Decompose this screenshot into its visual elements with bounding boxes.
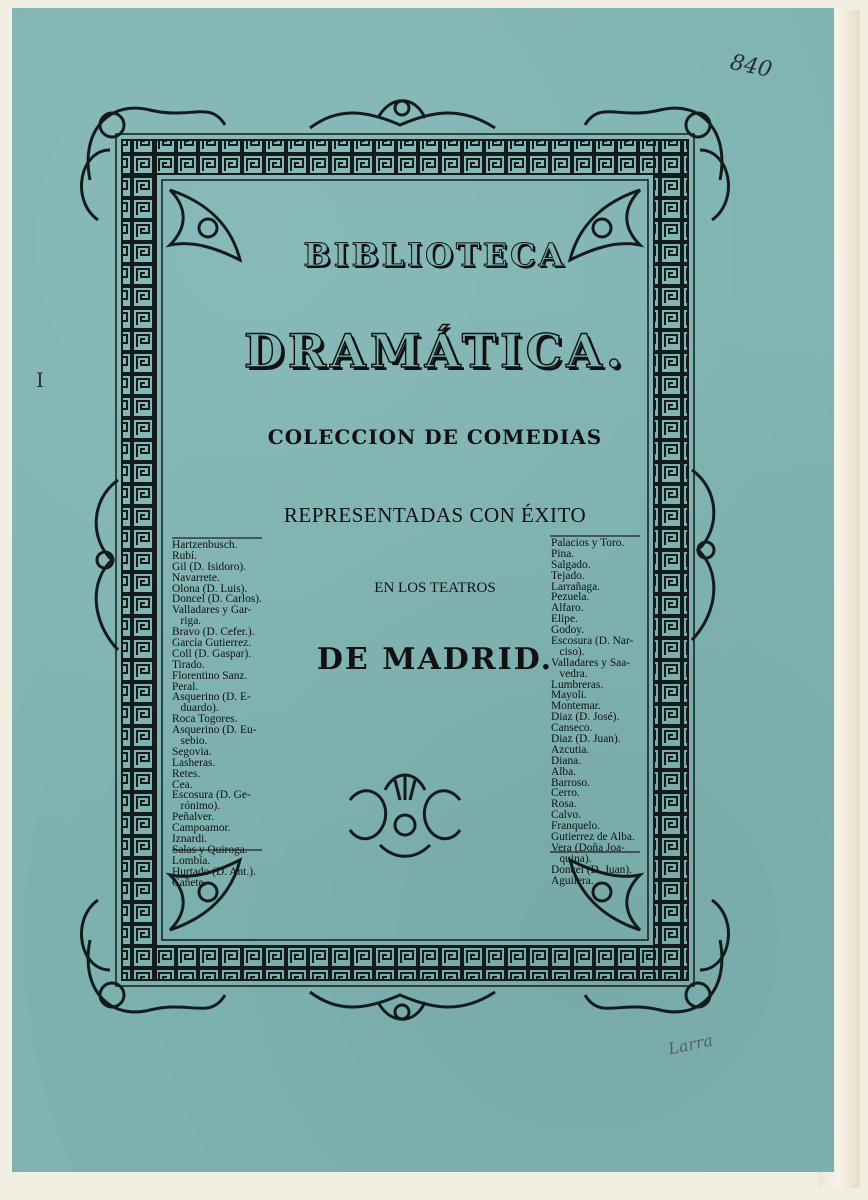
author-name: Doncel (D. Juan).: [551, 863, 632, 876]
author-name: Asquerino (D. E-: [172, 691, 251, 704]
author-name: Montemar.: [551, 700, 601, 713]
author-name: rónimo).: [172, 800, 221, 813]
author-name: Rubí.: [172, 549, 198, 562]
author-name: Larrañaga.: [551, 580, 601, 593]
author-name: Diana.: [551, 754, 582, 767]
author-name: Lumbreras.: [551, 678, 604, 691]
author-name: Salgado.: [551, 558, 591, 571]
line-madrid: DE MADRID.: [316, 642, 554, 677]
author-name: Bravo (D. Cefer.).: [172, 626, 255, 639]
author-name: Diaz (D. Juan).: [551, 733, 621, 746]
author-name: Diaz (D. José).: [551, 711, 620, 724]
scroll-ornament-icon: [310, 992, 495, 1019]
author-name: Salas y Quiroga.: [172, 843, 248, 856]
scroll-ornament-icon: [310, 101, 495, 128]
author-name: Pezuela.: [551, 591, 590, 604]
author-name: Tejado.: [551, 569, 585, 582]
handwritten-note: Larra: [666, 1030, 715, 1059]
author-name: Aguilera.: [551, 874, 594, 887]
author-name: Peñalver.: [172, 811, 215, 824]
author-name: Tirado.: [172, 658, 205, 671]
author-name: Barroso.: [551, 776, 590, 789]
author-name: Mayoli.: [551, 689, 587, 702]
author-name: vedra.: [551, 667, 588, 680]
author-name: Cerro.: [551, 787, 580, 800]
author-list-left: [172, 540, 262, 889]
author-name: Hurtado (D. Ant.).: [172, 865, 256, 878]
author-name: sebio.: [172, 735, 208, 748]
author-name: Rosa.: [551, 798, 577, 811]
author-name: Cea.: [172, 778, 193, 791]
author-name: Alfaro.: [551, 602, 584, 615]
author-name: Cañete.: [172, 876, 207, 889]
title-dramatica: DRAMÁTICA.: [244, 324, 626, 378]
author-name: Florentino Sanz.: [172, 669, 248, 682]
author-name: Canseco.: [551, 722, 593, 735]
author-name: riga.: [172, 615, 202, 628]
author-name: quina).: [551, 852, 592, 865]
subtitle-coleccion: COLECCION DE COMEDIAS: [267, 425, 603, 449]
author-name: Franquelo.: [551, 820, 601, 833]
author-name: Hartzenbusch.: [172, 539, 238, 551]
author-name: Vera (Doña Joa-: [551, 841, 626, 854]
author-name: Gutierrez de Alba.: [551, 831, 635, 844]
author-name: Alba.: [551, 765, 576, 778]
author-name: duardo).: [172, 702, 219, 715]
line-representadas: REPRESENTADAS CON ÉXITO: [283, 503, 587, 527]
author-name: Calvo.: [551, 809, 582, 822]
author-name: Navarrete.: [172, 571, 220, 584]
author-name: Azcutia.: [551, 743, 590, 756]
catalog-number: 840: [727, 49, 775, 84]
title-biblioteca: BIBLIOTECA: [303, 236, 567, 274]
side-mark: I: [36, 368, 44, 392]
author-name: Iznardi.: [172, 833, 208, 846]
author-name: Roca Togores.: [172, 713, 238, 726]
author-name: Godoy.: [551, 624, 585, 637]
author-name: Lombía.: [172, 854, 211, 867]
scroll-ornament-icon: [96, 480, 118, 650]
author-name: Asquerino (D. Eu-: [172, 724, 257, 737]
author-name: Escosura (D. Nar-: [551, 635, 634, 648]
author-name: Retes.: [172, 767, 201, 780]
author-name: Campoamor.: [172, 822, 231, 835]
author-name: Peral.: [172, 680, 199, 693]
author-list-right: [551, 538, 635, 887]
author-name: Lasheras.: [172, 756, 216, 769]
cornucopia-vignette-icon: [350, 775, 460, 856]
author-name: Elipe.: [551, 613, 578, 626]
author-name: Segovia.: [172, 745, 212, 758]
author-name: ciso).: [551, 645, 585, 658]
author-name: Coll (D. Gaspar).: [172, 647, 252, 660]
author-name: Escosura (D. Ge-: [172, 789, 251, 802]
scroll-ornament-icon: [692, 470, 714, 640]
author-name: Valladares y Saa-: [551, 656, 631, 669]
author-name: Gil (D. Isidoro).: [172, 560, 247, 573]
line-teatros: EN LOS TEATROS: [374, 580, 496, 596]
author-name: Pina.: [551, 547, 575, 560]
author-name: García Gutierrez.: [172, 637, 252, 650]
author-name: Doncel (D. Carlos).: [172, 593, 262, 606]
author-name: Valladares y Gar-: [172, 604, 252, 617]
author-name: Olona (D. Luis).: [172, 582, 248, 595]
author-name: Palacios y Toro.: [551, 537, 625, 549]
